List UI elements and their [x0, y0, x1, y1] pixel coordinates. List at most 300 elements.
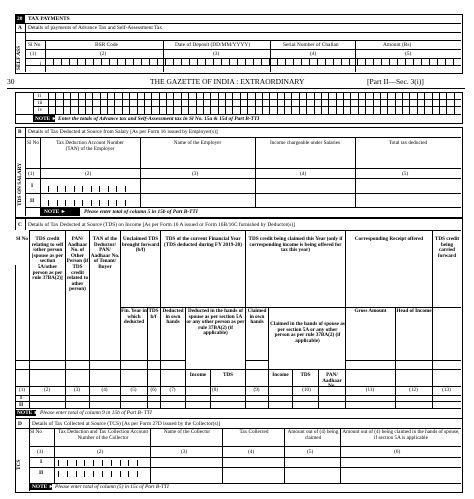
a-header-amount: Amount (Rs) [383, 42, 412, 48]
a-colnum-3: (3) [213, 51, 220, 57]
entry-box-cell[interactable] [218, 92, 225, 99]
entry-box-cell[interactable] [402, 99, 409, 106]
entry-box-cell[interactable] [253, 58, 261, 65]
entry-box-cell[interactable] [144, 92, 151, 99]
entry-box-cell[interactable] [137, 471, 146, 477]
entry-box-cell[interactable] [439, 92, 446, 99]
entry-box-cell[interactable] [165, 58, 173, 65]
entry-box-cell[interactable] [55, 99, 62, 106]
entry-box-cell[interactable] [291, 99, 298, 106]
entry-box-cell[interactable] [125, 200, 134, 206]
entry-box-cell[interactable] [387, 106, 394, 114]
entry-box-cell[interactable] [188, 92, 195, 99]
entry-box-cell[interactable] [188, 99, 195, 106]
entry-box-cell[interactable] [417, 92, 424, 99]
b-header-tan: Tax Deduction Account Number (TAN) of the Employer [56, 140, 124, 152]
c-third-income-2: Income [272, 372, 289, 378]
entry-box-cell[interactable] [133, 58, 141, 65]
entry-box-cell[interactable] [210, 92, 217, 99]
entry-box-cell[interactable] [76, 460, 85, 466]
entry-box-cell[interactable] [93, 471, 102, 477]
entry-box-cell[interactable] [328, 92, 335, 99]
b-row-II-tan-boxes[interactable] [48, 200, 133, 206]
entry-box-cell[interactable] [343, 106, 350, 114]
entry-box-cell[interactable] [365, 58, 373, 65]
entry-box-cell[interactable] [328, 99, 335, 106]
entry-box-cell[interactable] [221, 58, 229, 65]
entry-box-cell[interactable] [373, 92, 380, 99]
entry-box-cell[interactable] [387, 99, 394, 106]
entry-box-cell[interactable] [381, 58, 389, 65]
entry-box-cell[interactable] [125, 186, 134, 192]
entry-box-cell[interactable] [306, 92, 313, 99]
c-sub-deducted-spouse: Deducted in the hands of spouse as per section 5A or any other person as per rule 37BA(2) (if applicable) [186, 308, 245, 337]
entry-box-cell[interactable] [137, 460, 146, 466]
entry-box-cell[interactable] [137, 99, 144, 106]
entry-box-cell[interactable] [67, 471, 76, 477]
entry-box-cell[interactable] [57, 200, 66, 206]
entry-box-cell[interactable] [159, 106, 166, 114]
entry-box-cell[interactable] [99, 186, 108, 192]
entry-box-cell[interactable] [247, 99, 254, 106]
entry-box-cell[interactable] [229, 58, 237, 65]
entry-box-cell[interactable] [109, 58, 117, 65]
b-colnum-5: (5) [402, 171, 409, 177]
entry-box-cell[interactable] [240, 106, 247, 114]
entry-box-cell[interactable] [350, 106, 357, 114]
entry-box-cell[interactable] [321, 92, 328, 99]
entry-box-cell[interactable] [122, 106, 129, 114]
b-colnum-4: (4) [300, 171, 307, 177]
entry-box-cell[interactable] [93, 460, 102, 466]
entry-box-cell[interactable] [309, 58, 317, 65]
entry-box-cell[interactable] [65, 200, 74, 206]
entry-box-cell[interactable] [439, 106, 446, 114]
entry-box-cell[interactable] [57, 186, 66, 192]
entry-box-cell[interactable] [196, 106, 203, 114]
entry-box-cell[interactable] [114, 92, 121, 99]
b-header-tax: Total tax deducted [388, 140, 428, 146]
c-colnum-7: (7) [169, 387, 176, 393]
entry-box-cell[interactable] [129, 92, 136, 99]
entry-box-cell[interactable] [314, 99, 321, 106]
entry-box-cell[interactable] [125, 58, 133, 65]
entry-box-cell[interactable] [262, 99, 269, 106]
entry-box-cell[interactable] [240, 99, 247, 106]
entry-box-cell[interactable] [141, 58, 149, 65]
entry-box-cell[interactable] [413, 58, 421, 65]
entry-box-cell[interactable] [373, 99, 380, 106]
entry-box-cell[interactable] [45, 58, 53, 65]
b-header-sl: Sl No [27, 140, 39, 146]
entry-box-cell[interactable] [454, 99, 461, 106]
entry-box-cell[interactable] [70, 106, 77, 114]
entry-box-cell[interactable] [61, 58, 69, 65]
entry-box-cell[interactable] [402, 92, 409, 99]
entry-box-cell[interactable] [84, 460, 93, 466]
entry-box-cell[interactable] [149, 58, 157, 65]
entry-box-cell[interactable] [409, 106, 416, 114]
self-assessment-side-label: SELF ASS [16, 45, 22, 70]
entry-box-cell[interactable] [358, 99, 365, 106]
entry-box-cell[interactable] [85, 92, 92, 99]
entry-box-cell[interactable] [299, 99, 306, 106]
entry-box-cell[interactable] [277, 58, 285, 65]
entry-box-cell[interactable] [284, 106, 291, 114]
entry-box-cell[interactable] [397, 58, 405, 65]
entry-box-cell[interactable] [321, 99, 328, 106]
entry-box-cell[interactable] [173, 106, 180, 114]
entry-box-cell[interactable] [417, 106, 424, 114]
entry-box-cell[interactable] [53, 58, 61, 65]
entry-box-cell[interactable] [107, 106, 114, 114]
entry-box-cell[interactable] [358, 106, 365, 114]
entry-box-cell[interactable] [432, 99, 439, 106]
entry-box-cell[interactable] [99, 200, 108, 206]
entry-box-cell[interactable] [306, 99, 313, 106]
entry-box-cell[interactable] [78, 106, 85, 114]
entry-box-cell[interactable] [232, 99, 239, 106]
entry-box-cell[interactable] [357, 58, 365, 65]
entry-box-cell[interactable] [144, 99, 151, 106]
c-header-pan: PAN/ Aadhaar No. of Other Person (if TDS credit related to other person) [66, 236, 89, 293]
entry-box-cell[interactable] [417, 99, 424, 106]
entry-box-cell[interactable] [196, 92, 203, 99]
entry-box-cell[interactable] [63, 99, 70, 106]
entry-box-cell[interactable] [173, 58, 181, 65]
entry-box-cell[interactable] [128, 460, 137, 466]
entry-box-cell[interactable] [181, 106, 188, 114]
entry-box-cell[interactable] [137, 106, 144, 114]
entry-box-cell[interactable] [232, 92, 239, 99]
entry-box-cell[interactable] [277, 106, 284, 114]
entry-box-cell[interactable] [93, 58, 101, 65]
c-row-I: I [20, 395, 23, 401]
entry-box-cell[interactable] [151, 92, 158, 99]
entry-box-cell[interactable] [439, 99, 446, 106]
entry-box-cell[interactable] [63, 92, 70, 99]
entry-box-cell[interactable] [380, 92, 387, 99]
entry-box-cell[interactable] [255, 92, 262, 99]
entry-box-cell[interactable] [380, 99, 387, 106]
entry-box-cell[interactable] [82, 200, 91, 206]
entry-box-cell[interactable] [76, 471, 85, 477]
entry-box-cell[interactable] [74, 200, 83, 206]
entry-box-cell[interactable] [55, 92, 62, 99]
entry-box-cell[interactable] [409, 92, 416, 99]
entry-box-cell[interactable] [395, 92, 402, 99]
entry-box-cell[interactable] [210, 99, 217, 106]
entry-box-cell[interactable] [225, 106, 232, 114]
entry-box-cell[interactable] [48, 186, 57, 192]
entry-box-cell[interactable] [255, 106, 262, 114]
entry-box-cell[interactable] [336, 99, 343, 106]
b-row-I-tan-boxes[interactable] [48, 186, 133, 192]
entry-box-cell[interactable] [114, 99, 121, 106]
entry-box-cell[interactable] [48, 92, 55, 99]
d-header-collector: Name of the Collector [163, 429, 211, 435]
entry-box-cell[interactable] [262, 106, 269, 114]
entry-box-cell[interactable] [333, 58, 341, 65]
entry-box-cell[interactable] [203, 106, 210, 114]
entry-box-cell[interactable] [262, 92, 269, 99]
entry-box-cell[interactable] [284, 92, 291, 99]
entry-box-cell[interactable] [350, 92, 357, 99]
c-sub-claimed-spouse: Claimed in the hands of spouse as per section 5A or any other person as per rule 37BA(2) (if applicable) [270, 321, 345, 344]
entry-box-cell[interactable] [189, 58, 197, 65]
entry-box-cell[interactable] [91, 200, 100, 206]
entry-box-cell[interactable] [129, 106, 136, 114]
entry-box-cell[interactable] [432, 106, 439, 114]
a-row-iv-boxes[interactable] [48, 106, 461, 114]
entry-box-cell[interactable] [108, 200, 117, 206]
entry-box-cell[interactable] [173, 92, 180, 99]
entry-box-cell[interactable] [314, 106, 321, 114]
entry-box-cell[interactable] [70, 92, 77, 99]
entry-box-cell[interactable] [85, 58, 93, 65]
entry-box-cell[interactable] [293, 58, 301, 65]
entry-box-cell[interactable] [454, 92, 461, 99]
b-header-employer: Name of the Employer [173, 140, 222, 146]
entry-box-cell[interactable] [350, 99, 357, 106]
d-header-tax-collected: Tax Collected [239, 429, 269, 435]
entry-box-cell[interactable] [48, 106, 55, 114]
entry-box-cell[interactable] [218, 99, 225, 106]
entry-box-cell[interactable] [387, 92, 394, 99]
entry-box-cell[interactable] [285, 58, 293, 65]
entry-box-cell[interactable] [247, 92, 254, 99]
entry-box-cell[interactable] [65, 186, 74, 192]
b-row-II: II [30, 198, 35, 204]
entry-box-cell[interactable] [181, 92, 188, 99]
entry-box-cell[interactable] [129, 99, 136, 106]
entry-box-cell[interactable] [325, 58, 333, 65]
entry-box-cell[interactable] [82, 186, 91, 192]
entry-box-cell[interactable] [63, 106, 70, 114]
entry-box-cell[interactable] [111, 471, 120, 477]
entry-box-cell[interactable] [454, 106, 461, 114]
entry-box-cell[interactable] [159, 92, 166, 99]
entry-box-cell[interactable] [92, 106, 99, 114]
c-sub-claimed-own: Claimed in own hands [247, 308, 267, 326]
entry-box-cell[interactable] [349, 58, 357, 65]
entry-box-cell[interactable] [78, 99, 85, 106]
a-note-text: Enter the totals of Advance tax and Self-Assessment tax in Sl No. 15a & 15d of Part B-TTI [58, 116, 260, 122]
a-row-ii-boxes[interactable] [48, 92, 461, 99]
entry-box-cell[interactable] [85, 99, 92, 106]
c-colnum-13: (13) [442, 387, 451, 393]
entry-box-cell[interactable] [389, 58, 397, 65]
entry-box-cell[interactable] [299, 106, 306, 114]
entry-box-cell[interactable] [301, 58, 309, 65]
entry-box-cell[interactable] [437, 58, 445, 65]
entry-box-cell[interactable] [151, 99, 158, 106]
entry-box-cell[interactable] [77, 58, 85, 65]
entry-box-cell[interactable] [69, 58, 77, 65]
entry-box-cell[interactable] [102, 471, 111, 477]
entry-box-cell[interactable] [402, 106, 409, 114]
entry-box-cell[interactable] [395, 106, 402, 114]
entry-box-cell[interactable] [100, 92, 107, 99]
entry-box-cell[interactable] [196, 99, 203, 106]
entry-box-cell[interactable] [67, 460, 76, 466]
entry-box-cell[interactable] [245, 58, 253, 65]
entry-box-cell[interactable] [317, 58, 325, 65]
entry-box-cell[interactable] [429, 58, 437, 65]
entry-box-cell[interactable] [144, 106, 151, 114]
entry-box-cell[interactable] [446, 106, 453, 114]
entry-box-cell[interactable] [101, 58, 109, 65]
entry-box-cell[interactable] [58, 460, 67, 466]
entry-box-cell[interactable] [424, 92, 431, 99]
entry-box-cell[interactable] [321, 106, 328, 114]
entry-box-cell[interactable] [108, 186, 117, 192]
entry-box-cell[interactable] [48, 200, 57, 206]
entry-box-cell[interactable] [197, 58, 205, 65]
entry-box-cell[interactable] [237, 58, 245, 65]
entry-box-cell[interactable] [247, 106, 254, 114]
entry-box-cell[interactable] [102, 460, 111, 466]
entry-box-cell[interactable] [314, 92, 321, 99]
entry-box-cell[interactable] [111, 460, 120, 466]
entry-box-cell[interactable] [225, 99, 232, 106]
entry-box-cell[interactable] [240, 92, 247, 99]
c-header-receipt: Corresponding Receipt offered [354, 236, 424, 242]
entry-box-cell[interactable] [120, 471, 129, 477]
entry-box-cell[interactable] [277, 92, 284, 99]
c-colnum-6: (6) [150, 387, 157, 393]
entry-box-cell[interactable] [85, 106, 92, 114]
entry-box-cell[interactable] [269, 99, 276, 106]
entry-box-cell[interactable] [128, 471, 137, 477]
entry-box-cell[interactable] [277, 99, 284, 106]
entry-box-cell[interactable] [291, 106, 298, 114]
entry-box-cell[interactable] [424, 106, 431, 114]
entry-box-cell[interactable] [336, 92, 343, 99]
entry-box-cell[interactable] [70, 99, 77, 106]
entry-box-cell[interactable] [100, 106, 107, 114]
entry-box-cell[interactable] [269, 106, 276, 114]
entry-box-cell[interactable] [421, 58, 429, 65]
entry-box-cell[interactable] [395, 99, 402, 106]
c-colnum-2: (2) [43, 387, 51, 393]
entry-box-cell[interactable] [306, 106, 313, 114]
entry-box-cell[interactable] [380, 106, 387, 114]
entry-box-cell[interactable] [92, 92, 99, 99]
entry-box-cell[interactable] [255, 99, 262, 106]
entry-box-cell[interactable] [405, 58, 413, 65]
entry-box-cell[interactable] [173, 99, 180, 106]
entry-box-cell[interactable] [218, 106, 225, 114]
entry-box-cell[interactable] [424, 99, 431, 106]
entry-box-cell[interactable] [409, 99, 416, 106]
entry-box-cell[interactable] [166, 92, 173, 99]
entry-box-cell[interactable] [74, 186, 83, 192]
section-c-label: C [18, 222, 22, 228]
entry-box-cell[interactable] [432, 92, 439, 99]
entry-box-cell[interactable] [373, 106, 380, 114]
entry-box-cell[interactable] [107, 99, 114, 106]
entry-box-cell[interactable] [445, 58, 453, 65]
entry-box-cell[interactable] [284, 99, 291, 106]
entry-box-cell[interactable] [181, 58, 189, 65]
entry-box-cell[interactable] [84, 471, 93, 477]
entry-box-cell[interactable] [181, 99, 188, 106]
entry-box-cell[interactable] [116, 200, 125, 206]
entry-box-cell[interactable] [343, 92, 350, 99]
d-row-II-boxes[interactable] [58, 471, 146, 477]
entry-box-cell[interactable] [213, 58, 221, 65]
d-row-I-boxes[interactable] [58, 460, 146, 466]
entry-box-cell[interactable] [122, 99, 129, 106]
entry-box-cell[interactable] [446, 92, 453, 99]
entry-box-cell[interactable] [114, 106, 121, 114]
entry-box-cell[interactable] [365, 99, 372, 106]
entry-box-cell[interactable] [116, 186, 125, 192]
entry-box-cell[interactable] [205, 58, 213, 65]
entry-box-cell[interactable] [299, 92, 306, 99]
entry-box-cell[interactable] [269, 92, 276, 99]
entry-box-cell[interactable] [159, 99, 166, 106]
entry-box-cell[interactable] [358, 92, 365, 99]
entry-box-cell[interactable] [261, 58, 269, 65]
section-b-label: B [18, 129, 22, 135]
entry-box-cell[interactable] [107, 92, 114, 99]
entry-box-cell[interactable] [120, 460, 129, 466]
entry-box-cell[interactable] [203, 99, 210, 106]
entry-box-cell[interactable] [232, 106, 239, 114]
entry-box-cell[interactable] [225, 92, 232, 99]
entry-box-cell[interactable] [203, 92, 210, 99]
entry-box-cell[interactable] [336, 106, 343, 114]
d-row-II: II [39, 470, 44, 476]
entry-box-cell[interactable] [453, 58, 461, 65]
d-colnum-2: (2) [97, 449, 104, 455]
entry-box-cell[interactable] [291, 92, 298, 99]
entry-box-cell[interactable] [341, 58, 349, 65]
entry-box-cell[interactable] [343, 99, 350, 106]
entry-box-cell[interactable] [48, 99, 55, 106]
a-row-iii-boxes[interactable] [48, 99, 461, 106]
entry-box-cell[interactable] [117, 58, 125, 65]
entry-box-cell[interactable] [157, 58, 165, 65]
c-colnum-3: (3) [73, 387, 81, 393]
entry-box-cell[interactable] [58, 471, 67, 477]
gazette-title: THE GAZETTE OF INDIA : EXTRAORDINARY [150, 77, 305, 86]
entry-box-cell[interactable] [446, 99, 453, 106]
entry-box-cell[interactable] [188, 106, 195, 114]
entry-box-cell[interactable] [365, 106, 372, 114]
entry-box-cell[interactable] [269, 58, 277, 65]
entry-box-cell[interactable] [92, 99, 99, 106]
entry-box-cell[interactable] [78, 92, 85, 99]
entry-box-cell[interactable] [151, 106, 158, 114]
entry-box-cell[interactable] [373, 58, 381, 65]
entry-box-cell[interactable] [55, 106, 62, 114]
c-third-income-1: Income [189, 372, 207, 378]
entry-box-cell[interactable] [328, 106, 335, 114]
entry-box-cell[interactable] [166, 106, 173, 114]
entry-box-cell[interactable] [122, 92, 129, 99]
entry-box-cell[interactable] [365, 92, 372, 99]
entry-box-cell[interactable] [100, 99, 107, 106]
entry-box-cell[interactable] [137, 92, 144, 99]
c-note-label: NOTE ► [17, 410, 39, 416]
c-colnum-5: (5) [130, 387, 137, 393]
entry-box-cell[interactable] [91, 186, 100, 192]
entry-box-cell[interactable] [166, 99, 173, 106]
entry-box-cell[interactable] [210, 106, 217, 114]
